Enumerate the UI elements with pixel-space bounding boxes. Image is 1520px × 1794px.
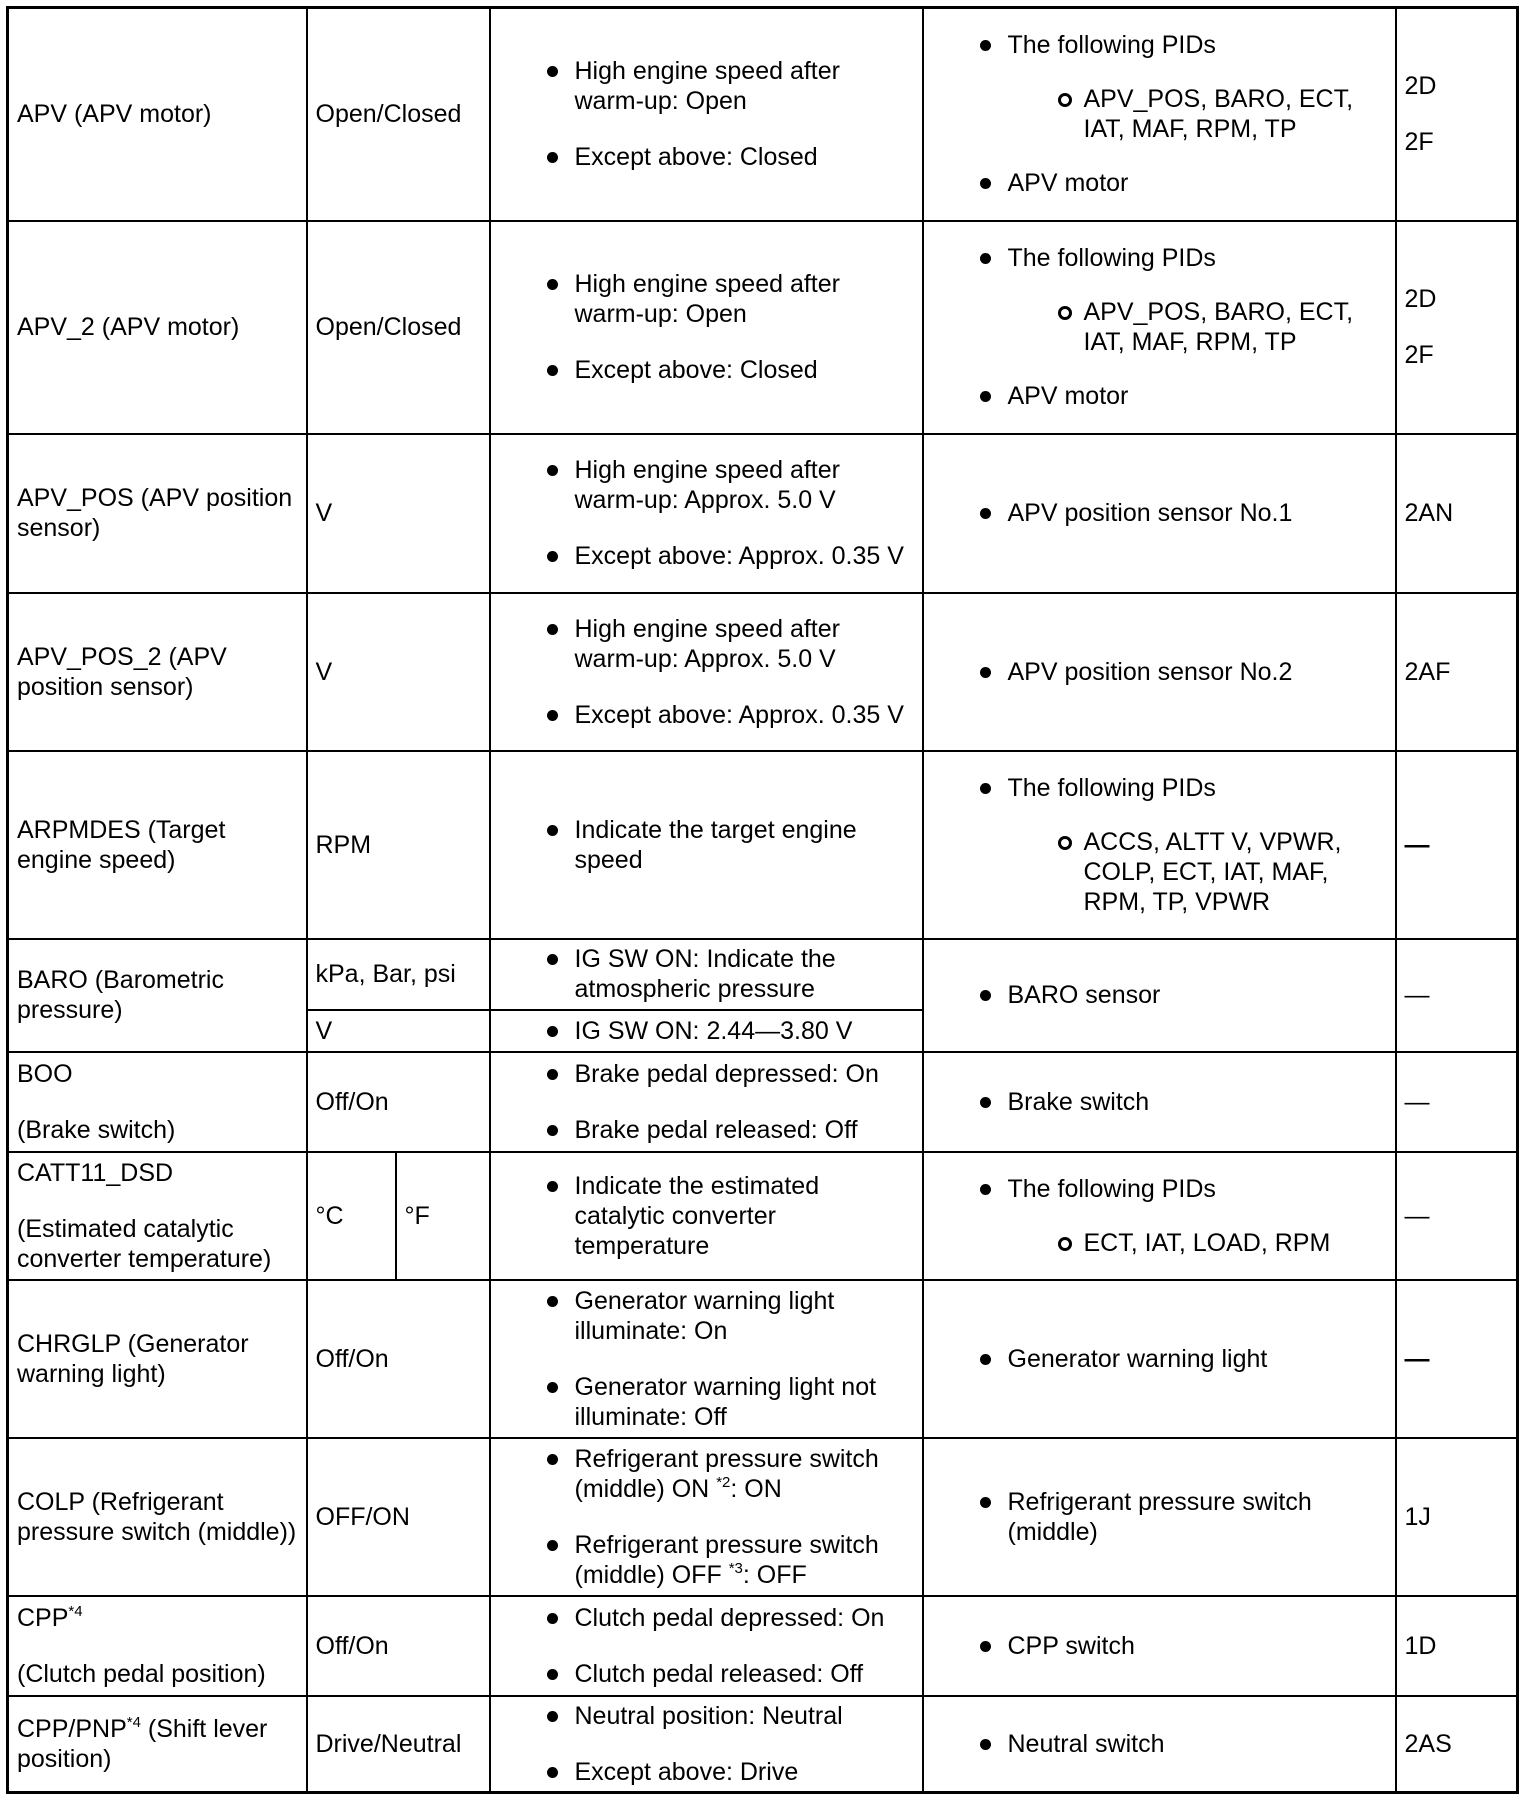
pid-unit: Drive/Neutral xyxy=(307,1696,490,1792)
pid-condition xyxy=(490,939,923,1010)
pid-terminal xyxy=(1396,221,1518,434)
pid-name: BARO (Barometric pressure) xyxy=(8,939,307,1052)
condition-bullet: Neutral position: Neutral xyxy=(499,1701,914,1731)
check-lead-text: The following PIDs xyxy=(1007,31,1216,60)
pid-terminal: — xyxy=(1396,751,1518,939)
pid-unit: Open/Closed xyxy=(307,221,490,434)
pid-condition xyxy=(490,751,923,939)
footnote-mark: *4 xyxy=(126,1714,141,1732)
table-row xyxy=(8,1280,1518,1438)
check-sub-bullet: APV_POS, BARO, ECT, IAT, MAF, RPM, TP xyxy=(1008,84,1387,144)
pid-check-item xyxy=(923,1280,1396,1438)
table-row xyxy=(8,751,1518,939)
pid-unit: RPM xyxy=(307,751,490,939)
pid-check-item xyxy=(923,434,1396,593)
pid-terminal: 1J xyxy=(1396,1438,1518,1596)
check-bullet: APV motor xyxy=(932,381,1387,411)
pid-name xyxy=(8,1152,307,1280)
condition-bullet: Generator warning light illuminate: On xyxy=(499,1286,914,1346)
pid-check-item xyxy=(923,751,1396,939)
condition-bullet: Clutch pedal released: Off xyxy=(499,1659,914,1689)
condition-bullet: High engine speed after warm-up: Approx. 5.0 V xyxy=(499,455,914,515)
pid-name-text: (Shift lever position) xyxy=(17,1715,268,1774)
pid-check-item xyxy=(923,1596,1396,1696)
check-bullet xyxy=(932,1174,1387,1258)
pid-name: CHRGLP (Generator warning light) xyxy=(8,1280,307,1438)
table-row xyxy=(8,593,1518,751)
pid-terminal: 2AN xyxy=(1396,434,1518,593)
pid-condition xyxy=(490,1438,923,1596)
terminal-value: 2F xyxy=(1404,128,1434,157)
pid-unit: V xyxy=(307,434,490,593)
condition-bullet: High engine speed after warm-up: Open xyxy=(499,56,914,116)
check-bullet: CPP switch xyxy=(932,1631,1387,1661)
pid-name-line xyxy=(17,1603,298,1633)
table-row xyxy=(8,434,1518,593)
pid-name xyxy=(8,1052,307,1152)
pid-terminal: — xyxy=(1396,939,1518,1052)
pid-name-line: (Estimated catalytic converter temperature) xyxy=(17,1215,272,1274)
pid-check-item xyxy=(923,1152,1396,1280)
pid-unit: Open/Closed xyxy=(307,8,490,221)
check-bullet: Refrigerant pressure switch (middle) xyxy=(932,1487,1387,1547)
check-sub-bullet: ECT, IAT, LOAD, RPM xyxy=(1008,1228,1387,1258)
table-row xyxy=(8,1596,1518,1696)
condition-bullet: Except above: Drive xyxy=(499,1757,914,1787)
footnote-mark: *4 xyxy=(68,1603,83,1621)
pid-check-item xyxy=(923,1696,1396,1792)
pid-name: APV (APV motor) xyxy=(8,8,307,221)
table-row xyxy=(8,1438,1518,1596)
pid-unit: Off/On xyxy=(307,1052,490,1152)
table-row xyxy=(8,221,1518,434)
terminal-value: 2D xyxy=(1404,72,1437,101)
pid-check-item xyxy=(923,221,1396,434)
pid-check-item xyxy=(923,939,1396,1052)
pid-name xyxy=(8,1596,307,1696)
condition-bullet: Except above: Approx. 0.35 V xyxy=(499,541,914,571)
condition-bullet: High engine speed after warm-up: Approx. 5.0 V xyxy=(499,614,914,674)
pid-check-item xyxy=(923,1438,1396,1596)
pid-unit-celsius: °C xyxy=(307,1152,396,1280)
pid-condition xyxy=(490,1010,923,1052)
check-bullet xyxy=(932,243,1387,357)
pid-check-item xyxy=(923,8,1396,221)
table-row xyxy=(8,8,1518,221)
condition-bullet: Brake pedal released: Off xyxy=(499,1115,914,1145)
table-row xyxy=(8,1152,1518,1280)
condition-bullet: IG SW ON: 2.44—3.80 V xyxy=(499,1016,914,1046)
footnote-mark: *2 xyxy=(716,1474,731,1492)
check-bullet: APV position sensor No.2 xyxy=(932,657,1387,687)
check-lead-text: The following PIDs xyxy=(1007,1175,1216,1204)
check-sub-bullet: APV_POS, BARO, ECT, IAT, MAF, RPM, TP xyxy=(1008,297,1387,357)
pid-unit-fahrenheit: °F xyxy=(396,1152,490,1280)
pid-check-item xyxy=(923,1052,1396,1152)
pid-name-line: BOO xyxy=(17,1060,73,1089)
pid-check-item xyxy=(923,593,1396,751)
terminal-value: 2D xyxy=(1404,285,1437,314)
condition-bullet: Clutch pedal depressed: On xyxy=(499,1603,914,1633)
condition-bullet: Except above: Closed xyxy=(499,142,914,172)
pid-name-line: CATT11_DSD xyxy=(17,1159,174,1188)
check-bullet: APV position sensor No.1 xyxy=(932,498,1387,528)
pid-condition xyxy=(490,221,923,434)
pid-condition xyxy=(490,593,923,751)
pid-condition xyxy=(490,1152,923,1280)
check-bullet: BARO sensor xyxy=(932,980,1387,1010)
condition-text: : OFF xyxy=(742,1561,807,1590)
check-bullet: Brake switch xyxy=(932,1087,1387,1117)
check-sub-bullet: ACCS, ALTT V, VPWR, COLP, ECT, IAT, MAF, RPM, TP, VPWR xyxy=(1008,827,1387,917)
condition-bullet: Except above: Closed xyxy=(499,355,914,385)
check-bullet: APV motor xyxy=(932,168,1387,198)
pid-condition xyxy=(490,434,923,593)
pid-name-text: CPP xyxy=(17,1604,69,1633)
pid-name: APV_POS_2 (APV position sensor) xyxy=(8,593,307,751)
pid-unit: Off/On xyxy=(307,1280,490,1438)
pid-name xyxy=(8,1696,307,1792)
check-lead-text: The following PIDs xyxy=(1007,773,1216,802)
check-bullet xyxy=(932,30,1387,144)
pid-name-line: (Brake switch) xyxy=(17,1116,176,1145)
condition-bullet: IG SW ON: Indicate the atmospheric pressure xyxy=(499,944,914,1004)
pid-name: ARPMDES (Target engine speed) xyxy=(8,751,307,939)
pid-terminal: — xyxy=(1396,1152,1518,1280)
check-bullet: Generator warning light xyxy=(932,1344,1387,1374)
condition-bullet: Brake pedal depressed: On xyxy=(499,1059,914,1089)
table-row xyxy=(8,939,1518,1010)
pid-name: APV_POS (APV position sensor) xyxy=(8,434,307,593)
pid-condition xyxy=(490,1696,923,1792)
pid-unit: OFF/ON xyxy=(307,1438,490,1596)
pid-condition xyxy=(490,1280,923,1438)
pid-name: COLP (Refrigerant pressure switch (middle)) xyxy=(8,1438,307,1596)
pid-unit: kPa, Bar, psi xyxy=(307,939,490,1010)
condition-bullet: Generator warning light not illuminate: Off xyxy=(499,1372,914,1432)
condition-bullet xyxy=(499,1530,914,1590)
condition-bullet xyxy=(499,1444,914,1504)
condition-text: Refrigerant pressure switch (middle) OFF xyxy=(574,1531,879,1590)
check-bullet xyxy=(932,773,1387,917)
condition-bullet: Indicate the target engine speed xyxy=(499,815,914,875)
pid-unit: V xyxy=(307,1010,490,1052)
check-bullet: Neutral switch xyxy=(932,1729,1387,1759)
condition-bullet: Except above: Approx. 0.35 V xyxy=(499,700,914,730)
pid-terminal: 1D xyxy=(1396,1596,1518,1696)
condition-bullet: High engine speed after warm-up: Open xyxy=(499,269,914,329)
pid-terminal: — xyxy=(1396,1280,1518,1438)
pid-unit: V xyxy=(307,593,490,751)
table-row xyxy=(8,1696,1518,1792)
table-row xyxy=(8,1052,1518,1152)
condition-text: Refrigerant pressure switch (middle) ON xyxy=(574,1445,879,1504)
pid-monitor-table xyxy=(6,6,1519,1794)
pid-terminal: 2AS xyxy=(1396,1696,1518,1792)
pid-terminal: — xyxy=(1396,1052,1518,1152)
pid-name-text: CPP/PNP xyxy=(17,1715,127,1744)
pid-unit: Off/On xyxy=(307,1596,490,1696)
check-lead-text: The following PIDs xyxy=(1007,244,1216,273)
pid-terminal xyxy=(1396,8,1518,221)
pid-terminal: 2AF xyxy=(1396,593,1518,751)
footnote-mark: *3 xyxy=(728,1560,743,1578)
terminal-value: 2F xyxy=(1404,341,1434,370)
condition-bullet: Indicate the estimated catalytic converter temperature xyxy=(499,1171,914,1261)
pid-condition xyxy=(490,1596,923,1696)
pid-condition xyxy=(490,8,923,221)
pid-name-line: (Clutch pedal position) xyxy=(17,1660,266,1689)
pid-name: APV_2 (APV motor) xyxy=(8,221,307,434)
pid-condition xyxy=(490,1052,923,1152)
condition-text: : ON xyxy=(730,1475,782,1504)
